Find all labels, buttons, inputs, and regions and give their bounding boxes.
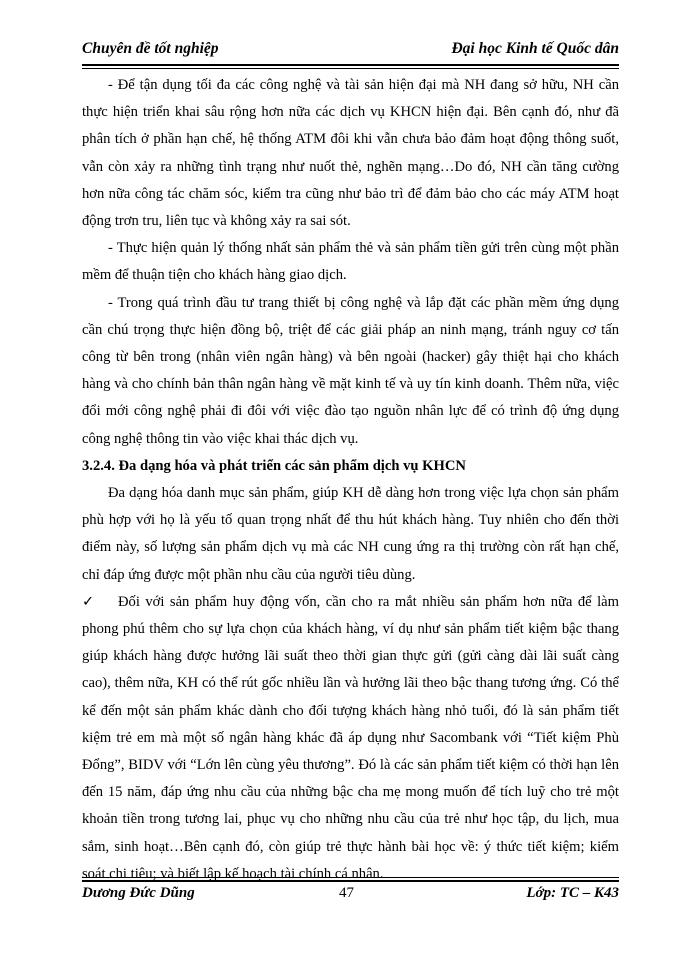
section-heading: 3.2.4. Đa dạng hóa và phát triển các sản phẩm dịch vụ KHCN: [82, 457, 466, 474]
section-paragraph: Đa dạng hóa danh mục sản phẩm, giúp KH dễ dàng hơn trong việc lựa chọn sản phẩm phù hợp với họ là yếu tố quan trọng nhất để thu hút khách hàng. Tuy nhiên cho đến thời điểm này, số lượng sản phẩm dịch vụ mà các NH cung ứng ra thị trường còn rất hạn chế, chỉ đáp ứng được một phần nhu cầu của người tiêu dùng.: [82, 485, 619, 583]
page-body: [82, 72, 619, 888]
footer-rule-thick: [82, 880, 619, 882]
checkmark-icon: ✓: [82, 593, 95, 610]
page-header: [82, 40, 619, 64]
paragraph-card-deposit: - Thực hiện quản lý thống nhất sản phẩm thẻ và sản phẩm tiền gửi trên cùng một phần mềm để thuận tiện cho khách hàng giao dịch.: [82, 240, 619, 284]
page-footer: [82, 885, 619, 909]
footer-class: Lớp: TC – K43: [526, 885, 619, 901]
footer-author: Dương Đức Dũng: [82, 885, 195, 901]
check-item-text: Đối với sản phẩm huy động vốn, cần cho ra mắt nhiều sản phẩm hơn nữa để làm phong phú thêm cho sự lựa chọn của khách hàng, ví dụ như sản phẩm tiết kiệm bậc thang giúp khách hàng được hưởng lãi suất theo thời gian thực gửi (gửi càng dài lãi suất càng cao), thêm nữa, KH có thể rút gốc nhiều lần và hưởng lãi theo bậc thang tương ứng. Có thể kể đến một sản phẩm khác dành cho đối tượng khách hàng nhỏ tuổi, đó là sản phẩm tiết kiệm trẻ em mà một số ngân hàng khác đã áp dụng như Sacombank với “Tiết kiệm Phù Đổng”, BIDV với “Lớn lên cùng yêu thương”. Đó là các sản phẩm tiết kiệm có thời hạn lên đến 15 năm, đáp ứng nhu cầu của những bậc cha mẹ mong muốn để tích luỹ cho trẻ một khoản tiền trong tương lai, phục vụ cho những nhu cầu của trẻ như học tập, du lịch, mua sắm, sinh hoạt…Bên cạnh đó, còn giúp trẻ thực hành bài học về: ý thức tiết kiệm; kiểm soát chi tiêu; và biết lập kế hoạch tài chính cá nhân.: [82, 593, 619, 882]
header-thesis-title: Chuyên đề tốt nghiệp: [82, 40, 219, 57]
footer-rule-thin: [82, 877, 619, 878]
header-rule-thin: [82, 68, 619, 69]
header-rule-thick: [82, 64, 619, 66]
page-number: 47: [339, 885, 354, 901]
header-university: Đại học Kinh tế Quốc dân: [451, 40, 619, 57]
paragraph-atm: - Để tận dụng tối đa các công nghệ và tài sản hiện đại mà NH đang sở hữu, NH cần thực hiện triển khai sâu rộng hơn nữa các dịch vụ KHCN hiện đại. Bên cạnh đó, như đã phân tích ở phần hạn chế, hệ thống ATM đôi khi vẫn chưa bảo đảm hoạt động thông suốt, vẫn còn xảy ra những tình trạng như nuốt thẻ, nghẽn mạng…Do đó, NH cần tăng cường hơn nữa công tác chăm sóc, kiểm tra cũng như bảo trì để đảm bảo cho các máy ATM hoạt động trơn tru, liên tục và không xảy ra sai sót.: [82, 77, 619, 230]
check-list-item: [82, 589, 619, 888]
paragraph-security: - Trong quá trình đầu tư trang thiết bị công nghệ và lắp đặt các phần mềm ứng dụng cần chú trọng thực hiện đồng bộ, triệt để các giải pháp an ninh mạng, tránh nguy cơ tấn công từ bên trong (nhân viên ngân hàng) và bên ngoài (hacker) gây thiệt hại cho khách hàng và cho chính bản thân ngân hàng về mặt kinh tế và uy tín kinh doanh. Thêm nữa, việc đổi mới công nghệ phải đi đôi với việc đào tạo nguồn nhân lực để có trình độ ứng dụng công nghệ thông tin vào việc khai thác dịch vụ.: [82, 294, 619, 447]
